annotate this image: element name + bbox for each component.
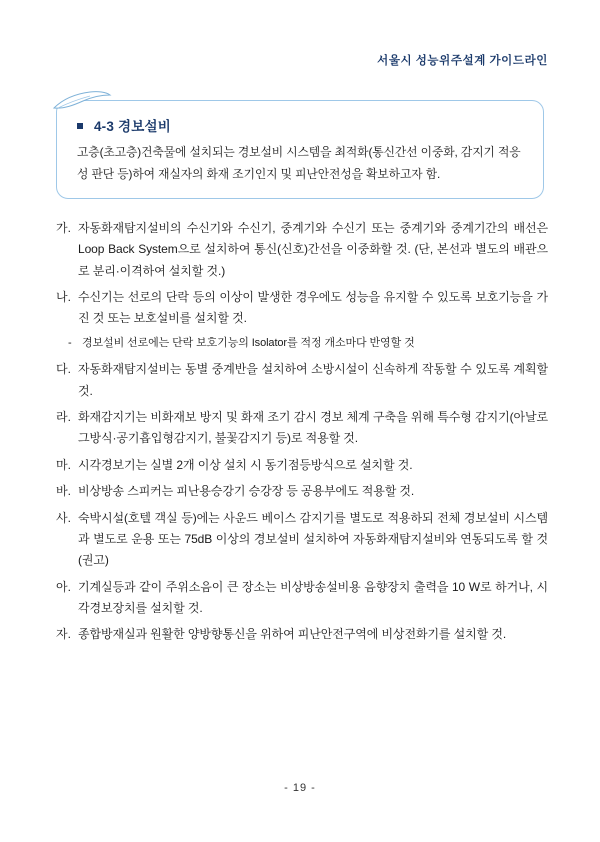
list-item-text: 숙박시설(호텔 객실 등)에는 사운드 베이스 감지기를 별도로 적용하되 전체 경보설비 시스템과 별도로 운용 또는 75dB 이상의 경보설비 설치하여 자동화재탐지설비와 연동되도록 할 것 (권고) — [78, 510, 548, 568]
list-item — [56, 508, 548, 572]
list-item-text: 자동화재탐지설비의 수신기와 수신기, 중계기와 수신기 또는 중계기와 중계기간의 배선은 Loop Back System으로 설치하여 통신(신호)간선을 이중화할 것. (단, 본선과 별도의 배관으로 분리·이격하여 설치할 것.) — [78, 221, 548, 278]
section-heading-label: 4-3 경보설비 — [93, 119, 171, 134]
list-item-marker: 가. — [56, 221, 71, 235]
list-item-marker: 마. — [56, 457, 71, 472]
list-item-text: 경보설비 선로에는 단락 보호기능의 Isolator를 적정 개소마다 반영할 것 — [82, 336, 415, 349]
list-item — [56, 218, 548, 282]
list-item-text: 수신기는 선로의 단락 등의 이상이 발생한 경우에도 성능을 유지할 수 있도록 보호기능을 가진 것 또는 보호설비를 설치할 것. — [78, 290, 548, 326]
list-item — [56, 455, 548, 476]
list-item — [56, 624, 548, 645]
page-number: - 19 - — [284, 782, 316, 794]
list-item-text: 자동화재탐지설비는 동별 중계반을 설치하여 소방시설이 신속하게 작동할 수 있도록 계획할 것. — [78, 362, 548, 398]
list-item — [56, 407, 548, 450]
section-summary-text: 고층(초고층)건축물에 설치되는 경보설비 시스템을 최적화(통신간선 이중화, 감지기 적응성 판단 등)하여 재실자의 화재 조기인지 및 피난안전성을 확보하고자 함. — [77, 145, 521, 181]
list-item — [56, 481, 548, 502]
page-header-title: 서울시 성능위주설계 가이드라인 — [377, 55, 548, 67]
section-callout-box — [56, 100, 544, 199]
list-item-marker: 사. — [56, 510, 71, 525]
section-heading — [77, 115, 527, 135]
list-item — [56, 577, 548, 620]
list-item — [56, 287, 548, 330]
list-item-text: 시각경보기는 실별 2개 이상 설치 시 동기점등방식으로 설치할 것. — [78, 457, 413, 472]
list-item — [56, 359, 548, 402]
list-item-text: 종합방재실과 원활한 양방향통신을 위하여 피난안전구역에 비상전화기를 설치할 것. — [78, 627, 507, 642]
list-item-marker: 나. — [56, 290, 71, 305]
list-item-text: 화재감지기는 비화재보 방지 및 화재 조기 감시 경보 체계 구축을 위해 특수형 감지기(아날로그방식·공기흡입형감지기, 불꽃감지기 등)로 적용할 것. — [78, 410, 548, 446]
list-item-marker: 라. — [56, 410, 71, 425]
list-item-marker: 바. — [56, 484, 71, 499]
list-item-marker: 다. — [56, 362, 71, 377]
list-item-marker: - — [68, 336, 72, 349]
list-item-marker: 자. — [56, 627, 71, 642]
list-item-text: 기계실등과 같이 주위소음이 큰 장소는 비상방송설비용 음향장치 출력을 10 W로 하거나, 시각경보장치를 설치할 것. — [78, 579, 548, 615]
list-item-marker: 아. — [56, 579, 71, 594]
square-bullet-icon — [77, 123, 83, 129]
list-item-text: 비상방송 스피커는 피난용승강기 승강장 등 공용부에도 적용할 것. — [78, 484, 415, 499]
clause-list — [56, 218, 548, 651]
list-item — [68, 334, 548, 354]
